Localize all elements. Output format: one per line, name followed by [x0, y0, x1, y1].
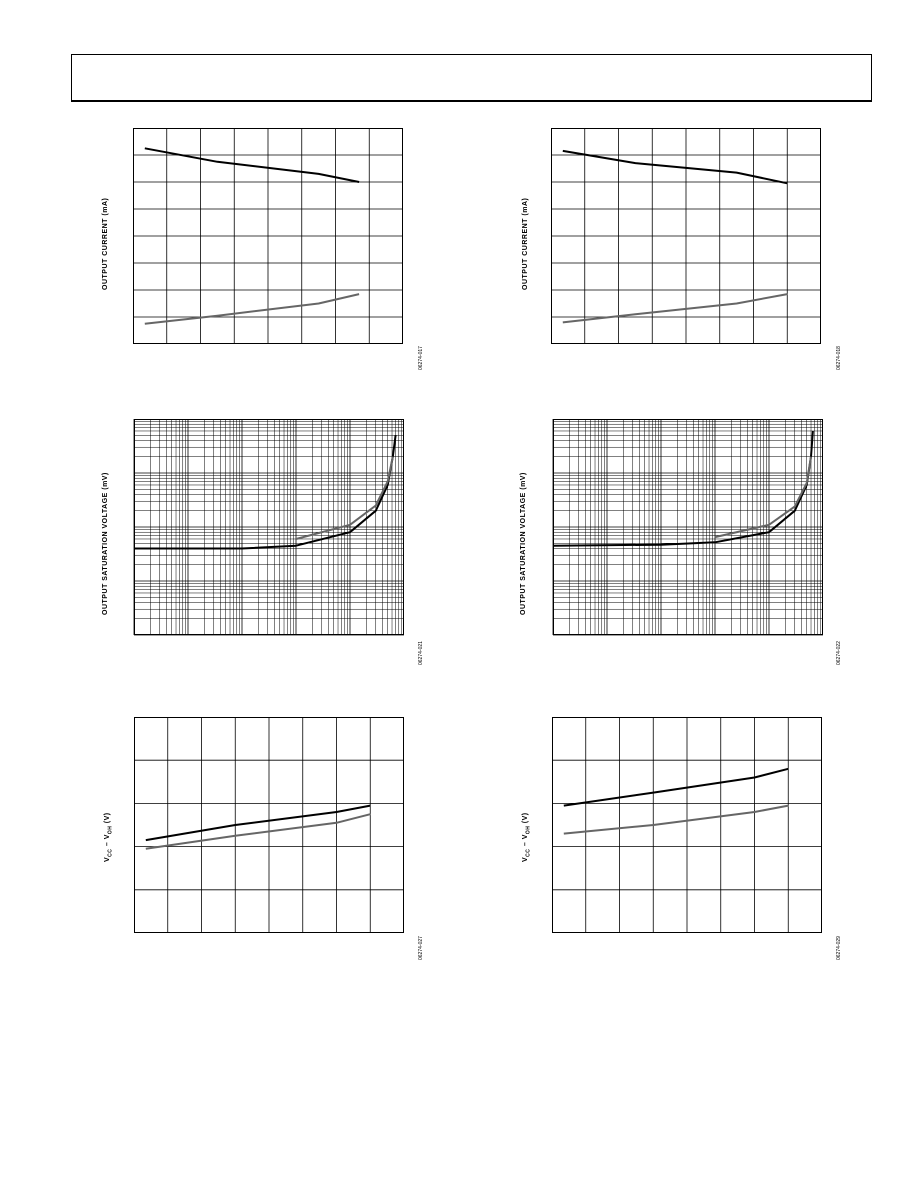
- chart-saturation-voltage-right: [553, 419, 823, 635]
- figure-id-018: 06274-018: [836, 346, 842, 370]
- chart-vcc-voh-right: [552, 717, 822, 933]
- ylabel-output-current-left: OUTPUT CURRENT (mA): [102, 197, 109, 290]
- series-line-2: [145, 294, 359, 324]
- figure-id-022: 06274-022: [836, 641, 842, 665]
- ylabel-vcc-voh-left: $V_{CC} - V_{OH}$ (V): [104, 812, 114, 862]
- ylabel-saturation-voltage-right: OUTPUT SATURATION VOLTAGE (mV): [520, 472, 527, 615]
- page-header-box: [71, 54, 872, 102]
- series-line-1: [145, 148, 359, 182]
- series-line-1: [134, 435, 396, 548]
- chart-saturation-voltage-left: [134, 419, 404, 635]
- chart-vcc-voh-left: [134, 717, 404, 933]
- chart-output-current-right: [551, 128, 821, 344]
- ylabel-vcc-voh-right: $V_{CC} - V_{OH}$ (V): [522, 812, 532, 862]
- figure-id-027: 06274-027: [418, 936, 424, 960]
- figure-id-021: 06274-021: [418, 641, 424, 665]
- series-line-1: [553, 431, 813, 546]
- ylabel-output-current-right: OUTPUT CURRENT (mA): [522, 197, 529, 290]
- ylabel-saturation-voltage-left: OUTPUT SATURATION VOLTAGE (mV): [102, 472, 109, 615]
- series-line-2: [715, 457, 811, 537]
- figure-id-029: 06274-029: [836, 936, 842, 960]
- chart-output-current-left: [133, 128, 403, 344]
- figure-id-017: 06274-017: [418, 346, 424, 370]
